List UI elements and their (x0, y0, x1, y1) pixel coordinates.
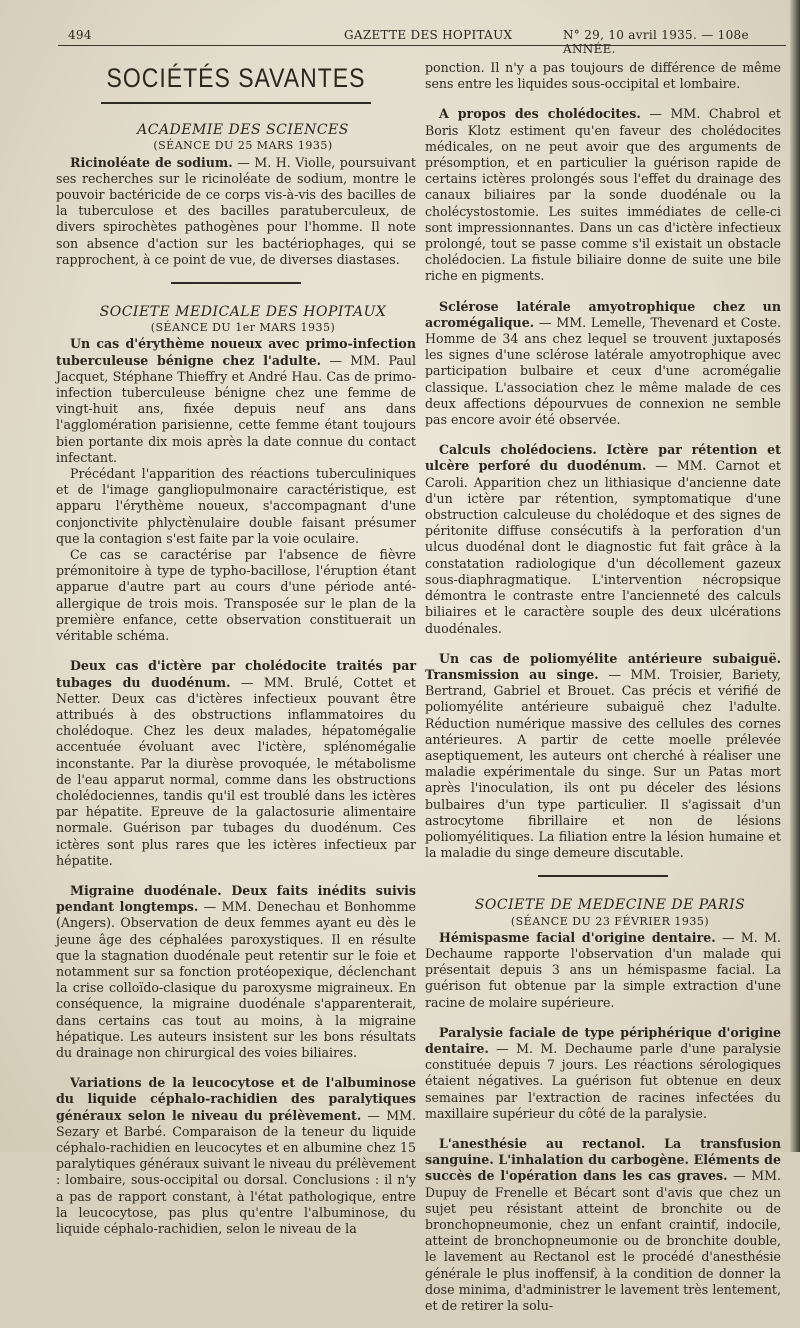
article-continuation (425, 60, 781, 92)
main-title: SOCIÉTÉS SAVANTES (106, 63, 366, 93)
section-rule (538, 875, 668, 877)
section-title-smh: SOCIETE MEDICALE DES HOPITAUX (99, 304, 387, 321)
article-body: — MM. Dupuy de Frenelle et Bécart sont d'avis que chez un sujet peu résistant atteint de bronchite ou de bronchopneumonie, chez un enfant craintif, indocile, atteint de bronchopneumonie ou de bronchite double, le lavement au Rectanol est le procédé d'anesthésie générale le plus inoffensif, à la condition de donner la dose minima, d'administrer le lavement très lentement, et de retirer la solu- (425, 1168, 781, 1314)
page-header (58, 28, 786, 56)
section-title-smp: SOCIETE DE MEDECINE DE PARIS (474, 897, 746, 914)
article-body: — MM. Chabrol et Boris Klotz estiment qu'en faveur des cholédocites médicales, on ne peut avoir que des arguments de présomption, et en particulier la guérison rapide de certains ictères prolongés sous l'effet du drainage des canaux biliaires par la sonde duodénale ou la cholécystostomie. Les suites immédiates de celle-ci sont impressionnantes. Dans un cas d'ictère infectieux prolongé, tout se passe comme s'il existait un obstacle cholédocien. La fistule biliaire donne de suite une bile riche en pigments. (425, 106, 781, 284)
article-body: — MM. Paul Jacquet, Stéphane Thieffry et André Hau. Cas de primo-infection tuberculeuse bénigne chez une femme de vingt-huit ans, fixée depuis neuf ans dans l'agglomération parisienne, cette femme étant toujours bien portante dix mois après la date connue du contact infectant. (56, 352, 416, 465)
article-sclerose (425, 299, 781, 429)
section-rule (171, 282, 301, 284)
article-cholecocites (425, 106, 781, 284)
article-paragraph: ponction. Il n'y a pas toujours de différence de même sens entre les liquides sous-occipital et lombaire. (425, 60, 781, 92)
left-column (56, 60, 416, 1251)
article-migraine (56, 883, 416, 1061)
article-paragraph: Précédant l'apparition des réactions tuberculiniques et de l'image gangliopulmonaire caractéristique, est apparu l'érythème noueux, s'accompagnant d'une conjonctivite phlyctènulaire double faisant présumer que la contagion s'est faite par la voie oculaire. (56, 466, 416, 546)
right-column (425, 60, 781, 1328)
article-ricinoleate (56, 155, 416, 268)
article-body: — MM. Troisier, Bariety, Bertrand, Gabriel et Brouet. Cas précis et vérifié de poliomyélite antérieure subaiguë chez l'adulte. Réduction numérique massive des cellules des cornes antérieures. A partir de cette moelle prélevée aseptiquement, les auteurs ont cherché à réaliser une maladie expérimentale du singe. Sur un Patas mort après l'inoculation, ils ont pu déceler des lésions bulbaires d'un type particulier. Il s'agissait d'un astrocytome fibrillaire et non de lésions poliomyélitiques. La filiation entre la lésion humaine et la maladie du singe demeure discutable. (425, 666, 781, 861)
article-body: — MM. Carnot et Caroli. Apparition chez un lithiasique d'ancienne date d'un ictère par rétention, symptomatique d'une obstruction calculeuse du cholédoque et des signes de péritonite diffuse consécutifs à la perforation d'un ulcus duodénal dont le diagnostic fut fait grâce à la constatation radiologique d'un décollement gazeux sous-diaphragmatique. L'intervention nécropsique démontra le contraste entre l'ancienneté des calculs biliaires et le caractère souple des deux ulcérations duodénales. (425, 458, 781, 636)
article-heading: A propos des cholédocites. (439, 106, 641, 122)
article-body: — M. M. Dechaume parle d'une paralysie constituée depuis 7 jours. Les réactions sérologiques étaient négatives. La guérison fut obtenue en deux semaines par l'extraction de racines infectées du maxillaire supérieur du côté de la paralysie. (425, 1040, 781, 1121)
section-title-academie: ACADEMIE DES SCIENCES (137, 122, 349, 139)
article-body: — MM. Denechau et Bonhomme (Angers). Observation de deux femmes ayant eu dès le jeune âge des céphalées paroxystiques. Il en résulte que la stagnation duodénale peut retentir sur le foie et notamment sur sa fonction protéopexique, déclenchant la crise colloïdo-clasique du paroxysme migraineux. En conséquence, la migraine duodénale s'apparenterait, dans certains cas tout au moins, à la migraine hépatique. Les auteurs insistent sur les bons résultats du drainage non chirurgical des voies biliaires. (56, 899, 416, 1060)
article-heading: Hémispasme facial d'origine dentaire. (439, 929, 716, 945)
article-heading: L'anesthésie au rectanol. La transfusion sanguine. L'inhalation du carbogène. Eléments de succès de l'opération dans les cas graves. (425, 1135, 781, 1184)
article-heading: Deux cas d'ictère par cholédocite traités par tubages du duodénum. (56, 658, 416, 690)
article-paralysie (425, 1025, 781, 1122)
article-hemispasme (425, 930, 781, 1011)
article-heading: Calculs cholédociens. Ictère par rétention et ulcère perforé du duodénum. (425, 442, 781, 474)
article-heading: Un cas de poliomyélite antérieure subaiguë. Transmission au singe. (425, 650, 781, 682)
article-leucocytose (56, 1075, 416, 1237)
issue-info: N° 29, 10 avril 1935. — 108e ANNÉE. (563, 28, 749, 56)
article-heading: Ricinoléate de sodium. (70, 154, 233, 170)
article-poliomyelite (425, 651, 781, 862)
article-paragraph: Ce cas se caractérise par l'absence de fièvre prémonitoire à type de typho-bacillose, l'éruption étant apparue d'autre part au cours d'une période anté-allergique de trois mois. Transposée sur le plan de la première enfance, cette observation constituerait un véritable schéma. (56, 547, 416, 644)
article-heading: Un cas d'érythème noueux avec primo-infection tuberculeuse bénigne chez l'adulte. (56, 336, 416, 368)
article-body: — M. H. Violle, poursuivant ses recherches sur le ricinoléate de sodium, montre le pouvoir bactéricide de ce corps vis-à-vis des bacilles de la tuberculose et des bacilles paratuberculeux, de divers spirochètes pathogènes pour l'homme. Il note son absence d'action sur les bactériophages, qui se rapprochent, à ce point de vue, de diverses diastases. (56, 154, 416, 267)
article-erytheme (56, 336, 416, 644)
article-anesthesie (425, 1136, 781, 1314)
article-body: — MM. Sezary et Barbé. Comparaison de la teneur du liquide céphalo-rachidien en leucocytes et en albumine chez 15 paralytiques généraux suivant le niveau du prélèvement : lombaire, sous-occipital ou dorsal. Conclusions : il n'y a pas de rapport constant, à l'état pathologique, entre la leucocytose, pas plus qu'entre l'albuminose, du liquide céphalo-rachidien, selon le niveau de la (56, 1107, 416, 1236)
page-number: 494 (68, 28, 92, 42)
article-heading: Migraine duodénale. Deux faits inédits suivis pendant longtemps. (56, 882, 416, 915)
article-body: — MM. Lemelle, Thevenard et Coste. Homme de 34 ans chez lequel se trouvent juxtaposés les signes d'une sclérose latérale amyotrophique avec participation bulbaire et ceux d'une acromégalie classique. L'association chez le même malade de ces deux affections dépourvues de connexion ne semble pas encore avoir été observée. (425, 314, 781, 428)
title-rule (101, 102, 371, 104)
article-heading: Paralysie faciale de type périphérique d'origine dentaire. (425, 1024, 781, 1056)
header-rule (58, 45, 786, 46)
article-calculs (425, 442, 781, 636)
article-body: — M. M. Dechaume rapporte l'observation d'un malade qui présentait depuis 3 ans un hémispasme facial. La guérison fut obtenue par la simple extraction d'une racine de molaire supérieure. (425, 929, 782, 1010)
article-ictere (56, 658, 416, 869)
section-date-smp: (SÉANCE DU 23 FÉVRIER 1935) (510, 914, 710, 928)
section-date-smh: (SÉANCE DU 1er MARS 1935) (150, 321, 336, 335)
article-heading: Variations de la leucocytose et de l'albuminose du liquide céphalo-rachidien des paralytiques généraux selon le niveau du prélèvement. (56, 1075, 416, 1123)
article-heading: Sclérose latérale amyotrophique chez un acromégalique. (425, 298, 781, 330)
journal-title: GAZETTE DES HOPITAUX (344, 28, 513, 42)
article-body: — MM. Brulé, Cottet et Netter. Deux cas d'ictères infectieux pouvant être attribués à des obstructions inflammatoires du cholédoque. Chez les deux malades, hépatomégalie accentuée évoluant avec l'ictère, splénomégalie inconstante. Par la diurèse provoquée, le métabolisme de l'eau apparut normal, comme dans les obstructions cholédociennes, tandis qu'il est troublé dans les ictères par hépatite. Epreuve de la galactosurie alimentaire normale. Guérison par tubages du duodénum. Ces ictères sont plus rares que les ictères infectieux par hépatite. (56, 674, 416, 868)
section-date-academie: (SÉANCE DU 25 MARS 1935) (153, 139, 333, 153)
